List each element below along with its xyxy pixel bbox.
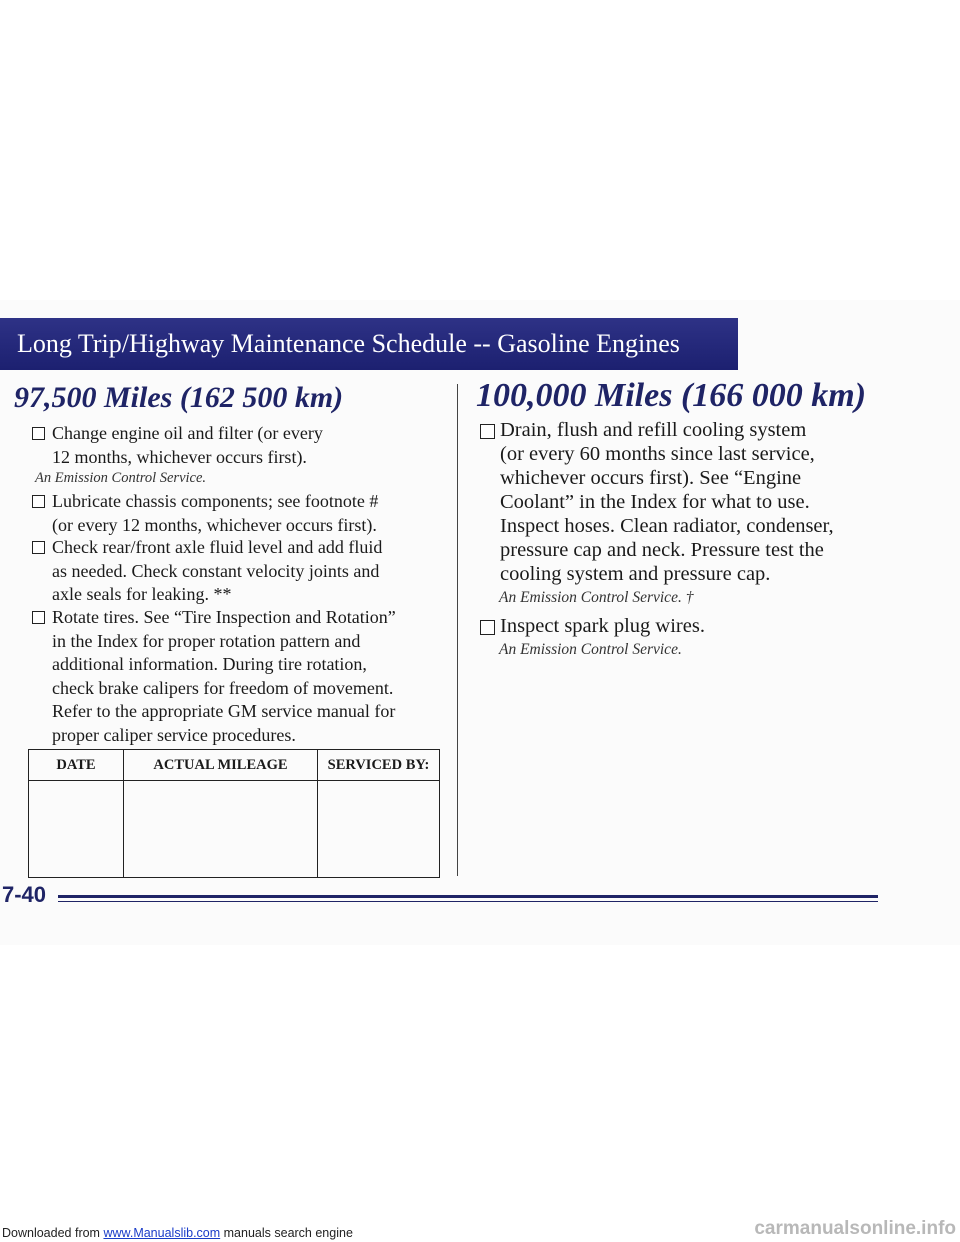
heading-97500-miles: 97,500 Miles (162 500 km) xyxy=(14,381,344,414)
item-line: Rotate tires. See “Tire Inspection and Rotation” xyxy=(52,607,396,627)
watermark: carmanualsonline.info xyxy=(754,1218,956,1239)
checklist-item-axle-fluid xyxy=(30,536,382,607)
item-line: as needed. Check constant velocity joints and xyxy=(52,560,380,581)
item-line: Lubricate chassis components; see footnote # xyxy=(52,491,379,511)
checkbox-icon[interactable] xyxy=(32,495,45,508)
item-line: Change engine oil and filter (or every xyxy=(52,423,323,443)
item-line: axle seals for leaking. ** xyxy=(52,584,232,604)
checklist-item-rotate-tires xyxy=(30,606,396,747)
checklist-item-lubricate-chassis xyxy=(30,490,378,537)
manualslib-link[interactable]: www.Manualslib.com xyxy=(103,1226,221,1240)
heading-100000-miles: 100,000 Miles (166 000 km) xyxy=(476,377,867,414)
emission-note: An Emission Control Service. xyxy=(35,470,207,486)
checkbox-icon[interactable] xyxy=(32,427,45,440)
item-line: proper caliper service procedures. xyxy=(52,724,296,745)
checklist-item-engine-oil xyxy=(30,422,323,469)
serviced-by-cell[interactable] xyxy=(318,781,440,878)
checklist-item-spark-plug-wires xyxy=(478,614,705,638)
item-line: Refer to the appropriate GM service manual for xyxy=(52,701,396,721)
item-line: (or every 12 months, whichever occurs first). xyxy=(52,514,377,535)
item-line: 12 months, whichever occurs first). xyxy=(52,446,307,467)
download-footer xyxy=(2,1226,353,1240)
footer-suffix: manuals search engine xyxy=(220,1226,353,1240)
emission-note: An Emission Control Service. † xyxy=(499,589,694,606)
service-log-table xyxy=(28,749,440,878)
item-line: check brake calipers for freedom of movement. xyxy=(52,677,394,698)
item-line: Coolant” in the Index for what to use. xyxy=(500,491,810,513)
date-cell[interactable] xyxy=(29,781,124,878)
checkbox-icon[interactable] xyxy=(480,620,495,635)
column-header-mileage: ACTUAL MILEAGE xyxy=(124,750,318,781)
item-line: whichever occurs first). See “Engine xyxy=(500,467,802,489)
checklist-item-cooling-system xyxy=(478,418,834,586)
checkbox-icon[interactable] xyxy=(32,541,45,554)
section-banner: Long Trip/Highway Maintenance Schedule -- Gasoline Engines xyxy=(0,318,738,370)
item-line: additional information. During tire rotation, xyxy=(52,654,367,674)
checkbox-icon[interactable] xyxy=(480,424,495,439)
item-line: Check rear/front axle fluid level and add fluid xyxy=(52,537,383,557)
footer-rule xyxy=(58,895,878,898)
column-header-serviced-by: SERVICED BY: xyxy=(318,750,440,781)
footer-rule-thin xyxy=(58,901,878,902)
column-header-date: DATE xyxy=(29,750,124,781)
item-line: Drain, flush and refill cooling system xyxy=(500,419,807,441)
item-line: Inspect spark plug wires. xyxy=(500,615,705,637)
column-divider xyxy=(457,384,458,876)
item-line: Inspect hoses. Clean radiator, condenser, xyxy=(500,515,834,537)
item-line: pressure cap and neck. Pressure test the xyxy=(500,539,824,561)
footer-prefix: Downloaded from xyxy=(2,1226,104,1240)
mileage-cell[interactable] xyxy=(124,781,318,878)
emission-note: An Emission Control Service. xyxy=(499,641,682,658)
checkbox-icon[interactable] xyxy=(32,611,45,624)
item-line: (or every 60 months since last service, xyxy=(500,443,815,465)
item-line: cooling system and pressure cap. xyxy=(500,563,771,585)
item-line: in the Index for proper rotation pattern and xyxy=(52,630,361,651)
page-number: 7-40 xyxy=(2,882,47,907)
